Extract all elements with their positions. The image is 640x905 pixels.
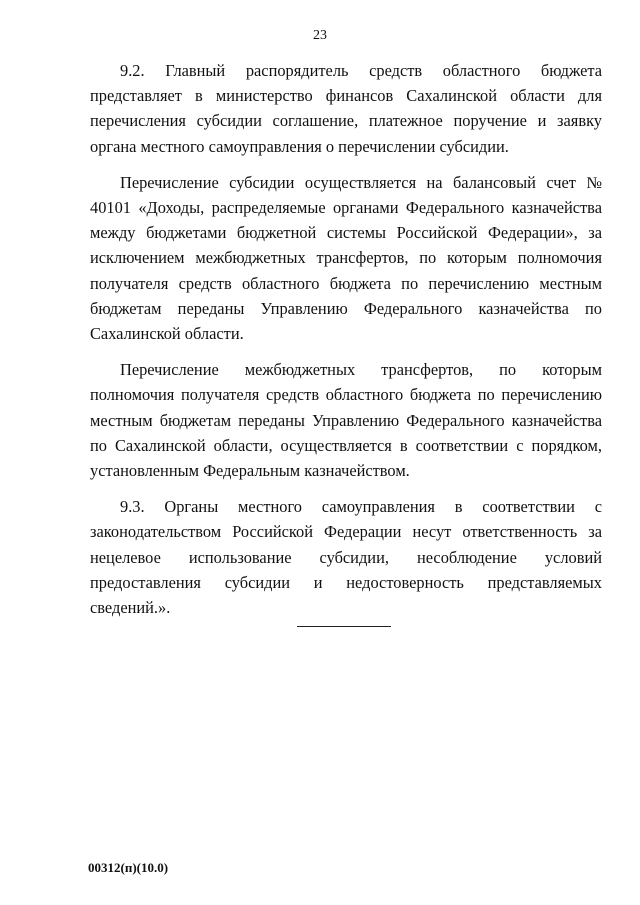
page-number: 23 xyxy=(313,28,327,43)
paragraph-9-3: 9.3. Органы местного самоуправления в соответствии с законодательством Российской Федерации несут ответственность за нецелевое использование субсидии, несоблюдение условий предоставления субсидии и недостоверность представляемых сведений.». xyxy=(90,497,602,618)
paragraph-interbudget-transfers: Перечисление межбюджетных трансфертов, по которым полномочия получателя средств областного бюджета по перечислению местным бюджетам переданы Управлению Федерального казначейства по Сахалинской области, осуществляется в соответствии с порядком, установленным Федеральным казначейством. xyxy=(90,360,602,481)
paragraph-9-2: 9.2. Главный распорядитель средств областного бюджета представляет в министерство финансов Сахалинской области для перечисления субсидии соглашение, платежное поручение и заявку органа местного самоуправления о перечислении субсидии. xyxy=(90,61,602,156)
document-code: 00312(п)(10.0) xyxy=(88,860,169,875)
end-divider-line xyxy=(297,626,391,627)
paragraph-transfer-account: Перечисление субсидии осуществляется на балансовый счет № 40101 «Доходы, распределяемые органами Федерального казначейства между бюджетами бюджетной системы Российской Федерации», за исключением межбюджетных трансфертов, по которым полномочия получателя средств областного бюджета по перечислению местным бюджетам переданы Управлению Федерального казначейства по Сахалинской области. xyxy=(90,172,602,344)
document-body xyxy=(90,58,602,631)
